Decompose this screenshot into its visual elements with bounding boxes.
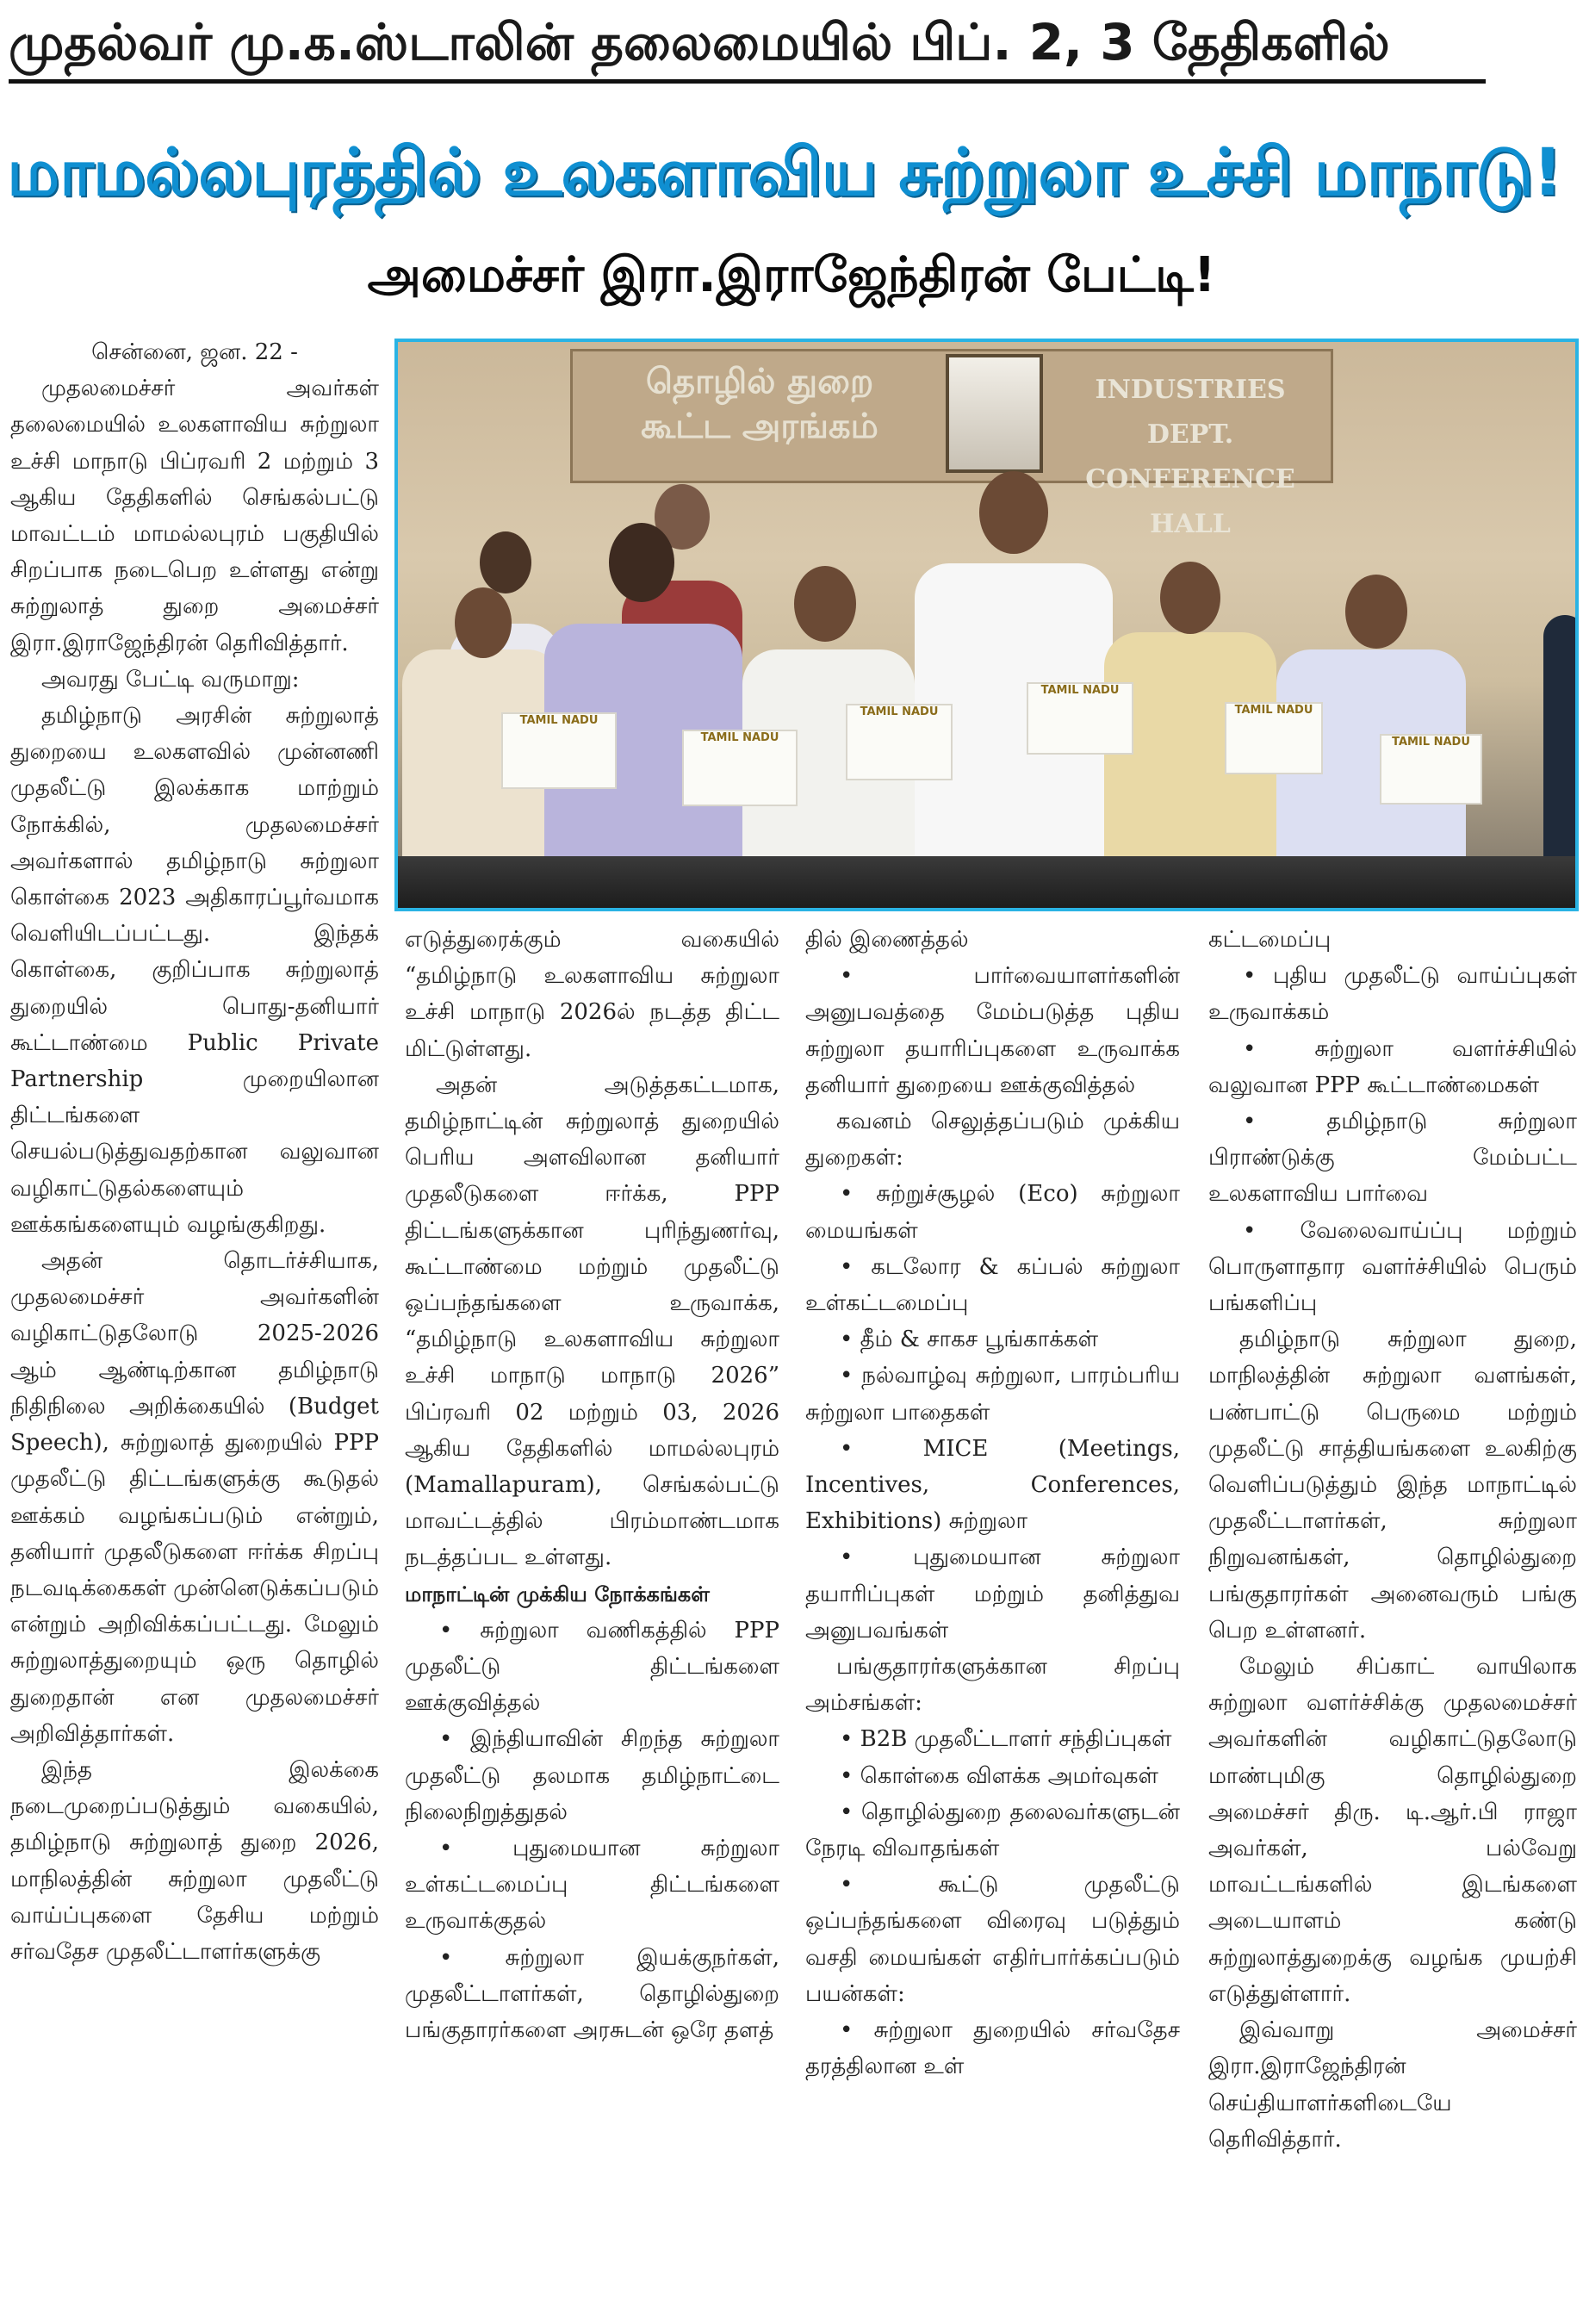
list-item: • சுற்றுச்சூழல் (Eco) சுற்றுலா மையங்கள் [805, 1181, 1180, 1244]
sign-english-line1: INDUSTRIES DEPT. [1095, 375, 1286, 450]
kicker-headline: முதல்வர் மு.க.ஸ்டாலின் தலைமையில் பிப். 2, 3 தேதிகளில் [9, 7, 1486, 84]
paragraph: தமிழ்நாடு சுற்றுலா துறை, மாநிலத்தின் சுற்றுலா வளங்கள், பண்பாட்டு பெருமை மற்றும் முதலீட்டு சாத்தியங்களை உலகிற்கு வெளிப்படுத்தும் இந்த மாநாட்டில் முதலீட்டாளர்கள், சுற்றுலா நிறுவனங்கள், தொழில்துறை பங்குதாரர்கள் அனைவரும் பங்கு பெற உள்ளனர். [1208, 1327, 1577, 1644]
paragraph: கவனம் செலுத்தப்படும் முக்கிய துறைகள்: [805, 1109, 1180, 1171]
person-head [1345, 575, 1407, 649]
tourism-booklet: TAMIL NADU [1027, 682, 1133, 755]
list-item: • நல்வாழ்வு சுற்றுலா, பாரம்பரிய சுற்றுலா பாதைகள் [805, 1363, 1180, 1426]
list-item: • புதுமையான சுற்றுலா உள்கட்டமைப்பு திட்டங்களை உருவாக்குதல் [405, 1836, 779, 1935]
article-column-1 [10, 334, 379, 1970]
list-item: • புதிய முதலீட்டு வாய்ப்புகள் உருவாக்கம் [1208, 963, 1577, 1026]
article-column-2 [405, 922, 779, 2048]
list-item: • சுற்றுலா வளர்ச்சியில் வலுவான PPP கூட்டாண்மைகள் [1208, 1035, 1577, 1098]
paragraph: அதன் அடுத்தகட்டமாக, தமிழ்நாட்டின் சுற்றுலாத் துறையில் பெரிய அளவிலான தனியார் முதலீடுகளை ஈர்க்க, PPP திட்டங்களுக்கான புரிந்துணர்வு, கூட்டாண்மை மற்றும் முதலீட்டு ஒப்பந்தங்களை உருவாக்க, “தமிழ்நாடு உலகளாவிய சுற்றுலா உச்சி மாநாடு மாநாடு 2026” பிப்ரவரி 02 மற்றும் 03, 2026 ஆகிய தேதிகளில் மாமல்லபுரம் (Mamallapuram), செங்கல்பட்டு மாவட்டத்தில் பிரம்மாண்டமாக நடத்தப்பட உள்ளது. [405, 1072, 779, 1571]
press-table-with-mics [398, 856, 1575, 908]
paragraph: கட்டமைப்பு [1208, 927, 1332, 953]
paragraph: இவ்வாறு அமைச்சர் இரா.இராஜேந்திரன் செய்தியாளர்களிடையே தெரிவித்தார். [1208, 2017, 1577, 2153]
sign-english-line2: CONFERENCE HALL [1085, 464, 1295, 539]
paragraph: அவரது பேட்டி வருமாறு: [41, 666, 300, 693]
list-item: • சுற்றுலா இயக்குநர்கள், முதலீட்டாளர்கள், தொழில்துறை பங்குதாரர்களை அரசுடன் ஒரே தளத் [405, 1944, 779, 2044]
tourism-booklet: TAMIL NADU [846, 704, 953, 780]
tourism-booklet: TAMIL NADU [501, 712, 617, 789]
paragraph: முதலமைச்சர் அவர்கள் தலைமையில் உலகளாவிய சுற்றுலா உச்சி மாநாடு பிப்ரவரி 2 மற்றும் 3 ஆகிய தேதிகளில் செங்கல்பட்டு மாவட்டம் மாமல்லபுரம் பகுதியில் சிறப்பாக நடைபெற உள்ளது என்று சுற்றுலாத் துறை அமைச்சர் இரா.இராஜேந்திரன் தெரிவித்தார். [10, 376, 379, 656]
sign-english [1052, 368, 1328, 547]
person-head [455, 587, 512, 658]
list-item: • தொழில்துறை தலைவர்களுடன் நேரடி விவாதங்கள் [805, 1799, 1180, 1862]
person-head [1160, 562, 1220, 634]
paragraph: மேலும் சிப்காட் வாயிலாக சுற்றுலா வளர்ச்சிக்கு முதலமைச்சர் அவர்களின் வழிகாட்டுதலோடு மாண்புமிகு தொழில்துறை அமைச்சர் திரு. டி.ஆர்.பி ராஜா அவர்கள், பல்வேறு மாவட்டங்களில் இடங்களை அடையாளம் கண்டு சுற்றுலாத்துறைக்கு வழங்க முயற்சி எடுத்துள்ளார். [1208, 1654, 1577, 2007]
dateline: சென்னை, ஜன. 22 - [91, 339, 298, 365]
sign-tamil-line2: கூட்ட அரங்கம் [641, 407, 878, 446]
tourism-booklet: TAMIL NADU [1225, 702, 1323, 774]
list-item: • கொள்கை விளக்க அமர்வுகள் [840, 1762, 1158, 1789]
list-item: • தீம் & சாகச பூங்காக்கள் [840, 1327, 1099, 1353]
person-head [979, 471, 1048, 554]
list-item: • தமிழ்நாடு சுற்றுலா பிராண்டுக்கு மேம்பட்ட உலகளாவிய பார்வை [1208, 1109, 1577, 1208]
person-head [794, 566, 856, 642]
paragraph: பங்குதாரர்களுக்கான சிறப்பு அம்சங்கள்: [805, 1654, 1180, 1717]
list-item: • புதுமையான சுற்றுலா தயாரிப்புகள் மற்றும் தனித்துவ அனுபவங்கள் [805, 1544, 1180, 1644]
list-item: • பார்வையாளர்களின் அனுபவத்தை மேம்படுத்த புதிய சுற்றுலா தயாரிப்புகளை உருவாக்க தனியார் துறையை ஊக்குவித்தல் [805, 963, 1180, 1098]
list-item: • B2B முதலீட்டாளர் சந்திப்புகள் [840, 1726, 1172, 1753]
paragraph: அதன் தொடர்ச்சியாக, முதலமைச்சர் அவர்களின் வழிகாட்டுதலோடு 2025-2026 ஆம் ஆண்டிற்கான தமிழ்நாடு நிதிநிலை அறிக்கையில் (Budget Speech), சுற்றுலாத் துறையில் PPP முதலீட்டு திட்டங்களுக்கு கூடுதல் ஊக்கம் வழங்கப்படும் என்றும், தனியார் முதலீடுகளை ஈர்க்க சிறப்பு நடவடிக்கைகள் முன்னெடுக்கப்படும் என்றும் அறிவிக்கப்பட்டது. மேலும் சுற்றுலாத்துறையும் ஒரு தொழில் துறைதான் என முதலமைச்சர் அறிவித்தார்கள். [10, 1248, 379, 1747]
paragraph: தில் இணைத்தல் [805, 927, 969, 953]
person-head [609, 523, 674, 602]
main-headline: மாமல்லபுரத்தில் உலகளாவிய சுற்றுலா உச்சி மாநாடு! [7, 134, 1562, 210]
paragraph: இந்த இலக்கை நடைமுறைப்படுத்தும் வகையில், தமிழ்நாடு சுற்றுலாத் துறை 2026, மாநிலத்தின் சுற்றுலா முதலீட்டு வாய்ப்புகளை தேசிய மற்றும் சர்வதேச முதலீட்டாளர்களுக்கு [10, 1756, 379, 1965]
list-item: • சுற்றுலா வணிகத்தில் PPP முதலீட்டு திட்டங்களை ஊக்குவித்தல் [405, 1617, 779, 1717]
chief-minister-portrait [946, 354, 1043, 473]
tourism-booklet: TAMIL NADU [1380, 734, 1482, 805]
list-item: • இந்தியாவின் சிறந்த சுற்றுலா முதலீட்டு தலமாக தமிழ்நாட்டை நிலைநிறுத்துதல் [405, 1726, 779, 1825]
sign-tamil-line1: தொழில் துறை [645, 362, 874, 401]
sign-tamil [605, 359, 915, 449]
person-head [480, 531, 531, 593]
paragraph: எடுத்துரைக்கும் வகையில் “தமிழ்நாடு உலகளாவிய சுற்றுலா உச்சி மாநாடு 2026ல் நடத்த திட்ட மிட்டுள்ளது. [405, 927, 779, 1062]
subheading-objectives: மாநாட்டின் முக்கிய நோக்கங்கள் [405, 1581, 710, 1606]
sub-headline: அமைச்சர் இரா.இராஜேந்திரன் பேட்டி! [367, 247, 1216, 303]
paragraph: தமிழ்நாடு அரசின் சுற்றுலாத் துறையை உலகளவில் முன்னணி முதலீட்டு இலக்காக மாற்றும் நோக்கில், முதலமைச்சர் அவர்களால் தமிழ்நாடு சுற்றுலா கொள்கை 2023 அதிகாரப்பூர்வமாக வெளியிடப்பட்டது. இந்தக் கொள்கை, குறிப்பாக சுற்றுலாத் துறையில் பொது-தனியார் கூட்டாண்மை Public Private Partnership முறையிலான திட்டங்களை செயல்படுத்துவதற்கான வலுவான வழிகாட்டுதல்களையும் ஊக்கங்களையும் வழங்குகிறது. [10, 703, 379, 1238]
press-meet-photo [394, 339, 1579, 911]
tourism-booklet: TAMIL NADU [682, 730, 798, 806]
list-item: • கூட்டு முதலீட்டு ஒப்பந்தங்களை விரைவு படுத்தும் வசதி மையங்கள் எதிர்பார்க்கப்படும் பயன்கள்: [805, 1872, 1180, 2007]
article-column-3 [805, 922, 1180, 2085]
list-item: • வேலைவாய்ப்பு மற்றும் பொருளாதார வளர்ச்சியில் பெரும் பங்களிப்பு [1208, 1217, 1577, 1317]
article-column-4 [1208, 922, 1577, 2158]
list-item: • MICE (Meetings, Incentives, Conferences, Exhibitions) சுற்றுலா [805, 1435, 1180, 1535]
list-item: • கடலோர & கப்பல் சுற்றுலா உள்கட்டமைப்பு [805, 1253, 1180, 1317]
list-item: • சுற்றுலா துறையில் சர்வதேச தரத்திலான உள் [805, 2017, 1180, 2080]
